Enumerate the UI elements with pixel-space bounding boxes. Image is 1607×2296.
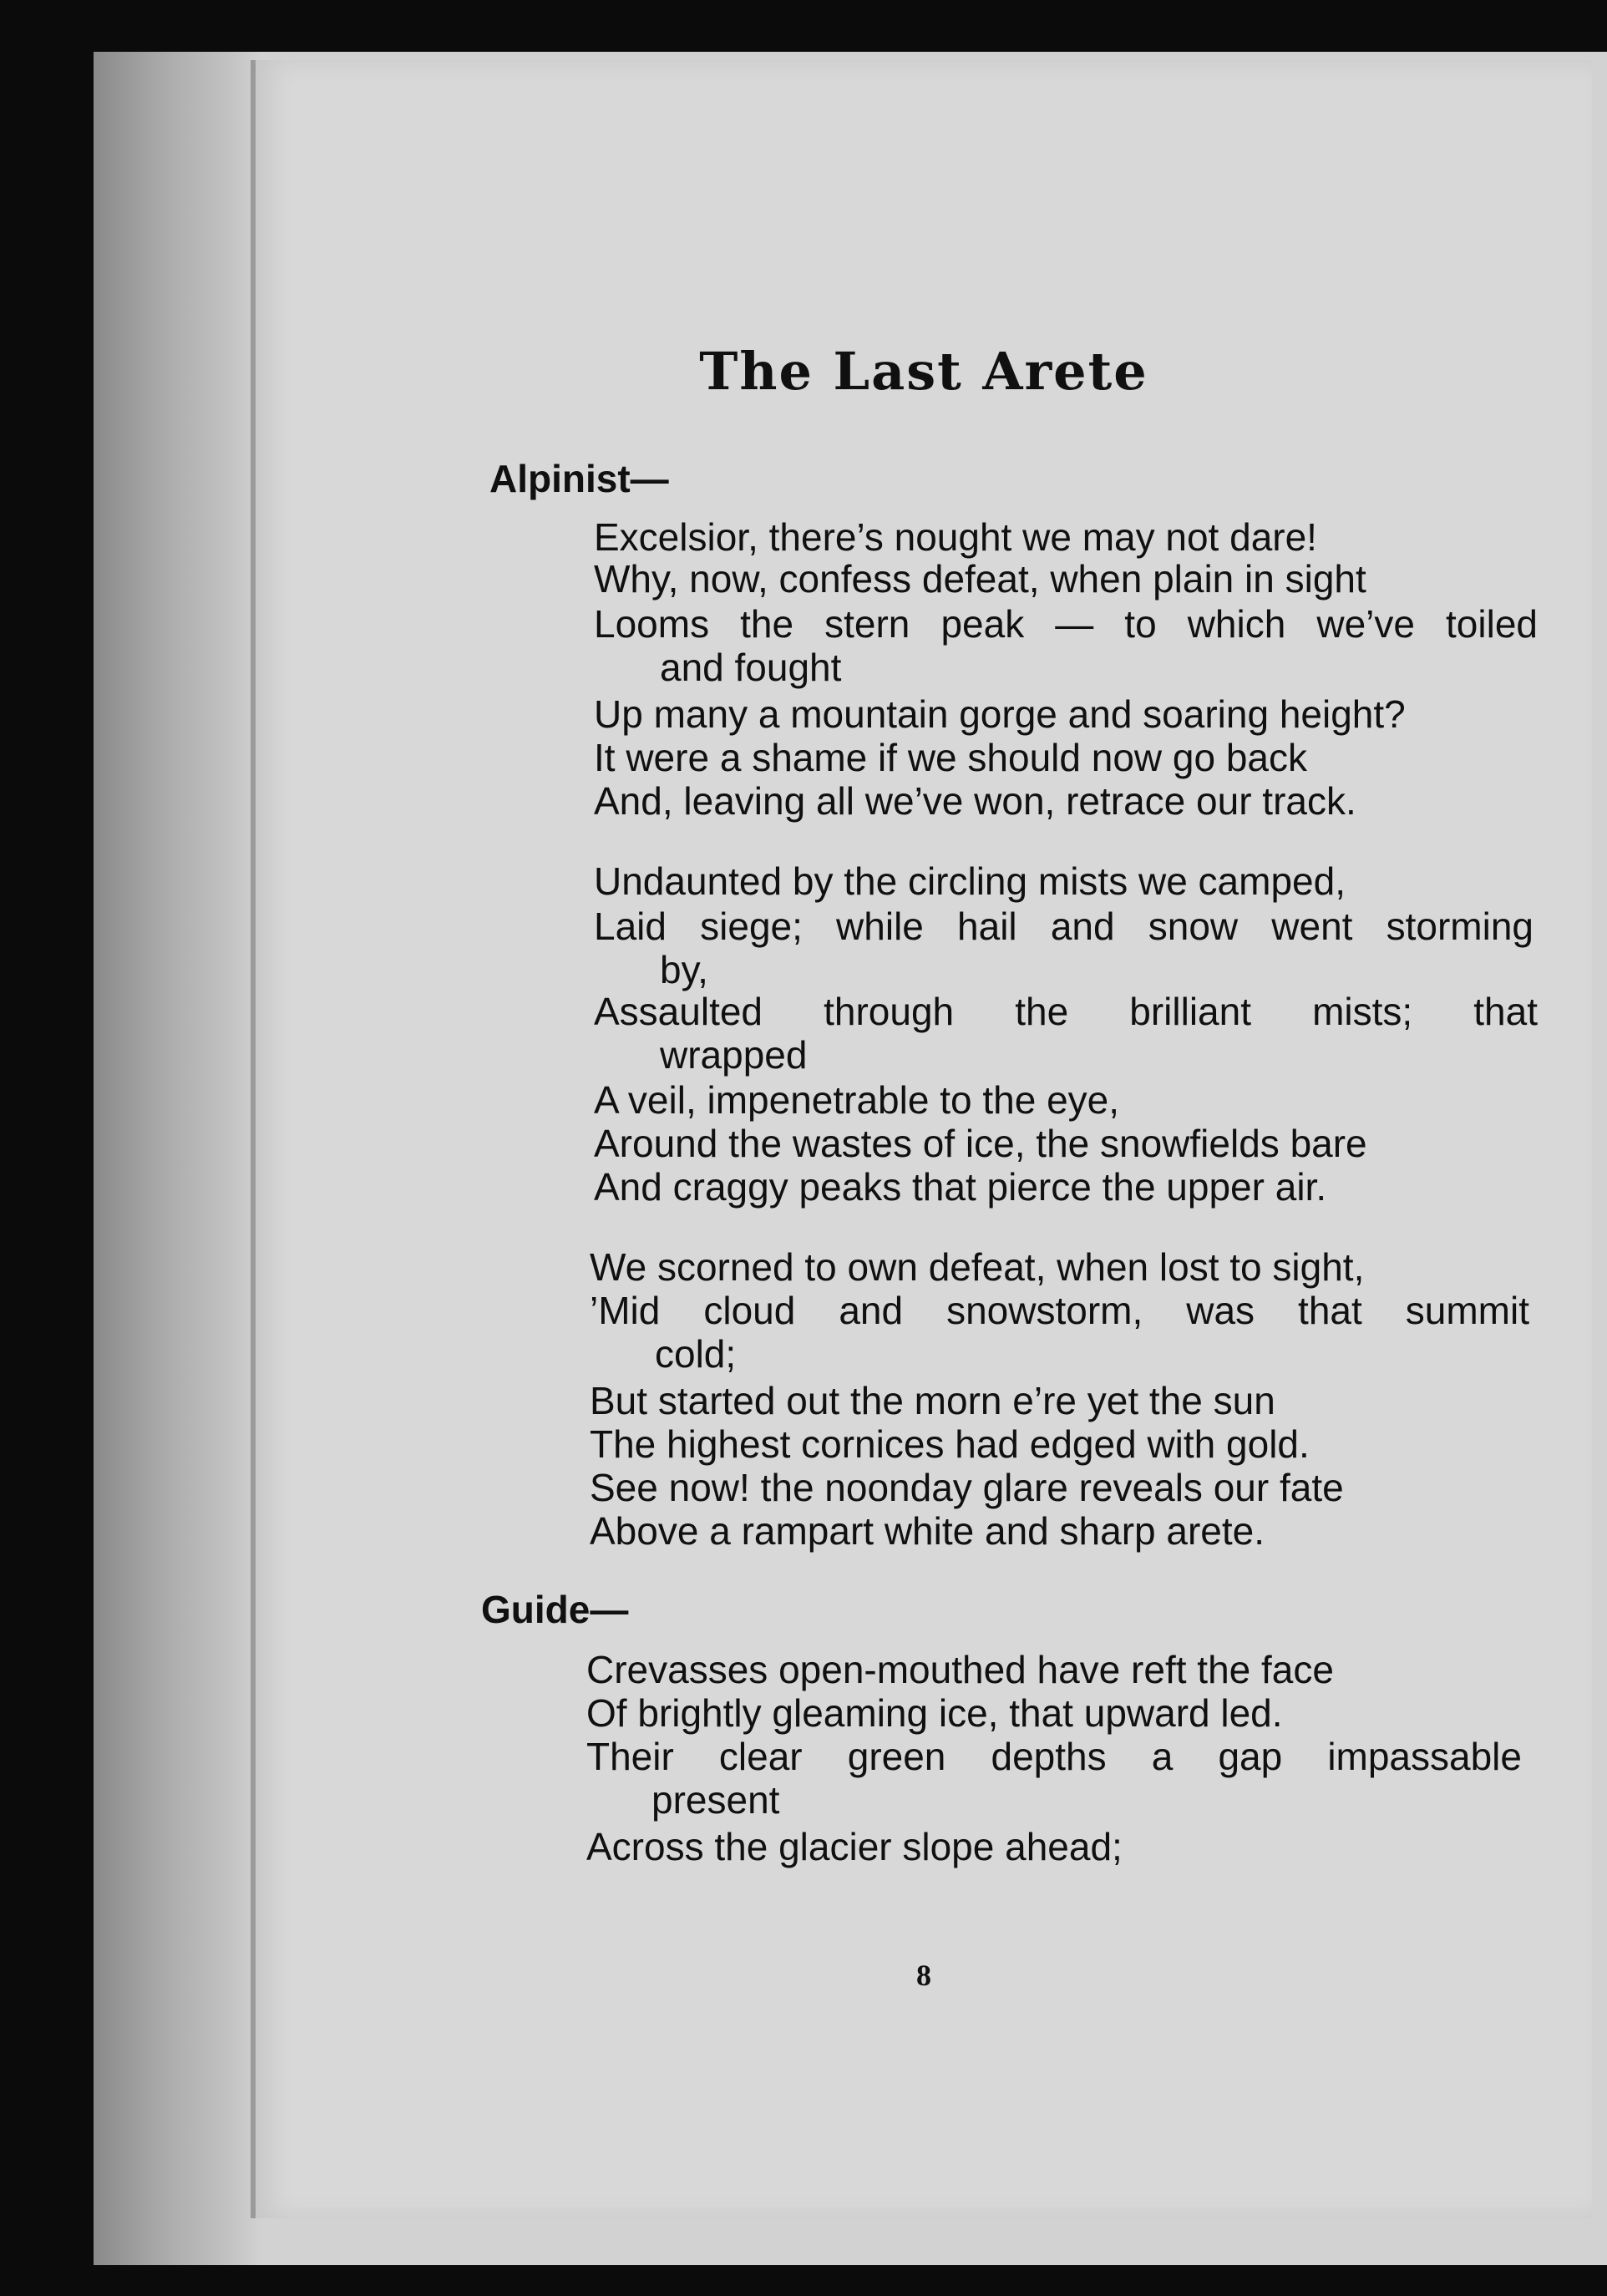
poem-line: Undaunted by the circling mists we camped,: [594, 859, 1346, 903]
poem-line: It were a shame if we should now go back: [594, 736, 1308, 779]
poem-line: Above a rampart white and sharp arete.: [590, 1509, 1265, 1553]
poem-line: See now! the noonday glare reveals our fate: [590, 1466, 1344, 1509]
speaker-label-alpinist: Alpinist—: [489, 457, 669, 500]
poem-line: Up many a mountain gorge and soaring height?: [594, 692, 1406, 736]
poem-line: Why, now, confess defeat, when plain in sight: [594, 557, 1366, 601]
speaker-label-guide: Guide—: [481, 1588, 629, 1631]
poem-line: Excelsior, there’s nought we may not dare!: [594, 515, 1317, 559]
poem-line: Of brightly gleaming ice, that upward led.: [586, 1691, 1283, 1735]
poem-line: Crevasses open-mouthed have reft the face: [586, 1648, 1334, 1691]
poem-line: And craggy peaks that pierce the upper air.: [594, 1165, 1327, 1209]
book-page: [251, 60, 1592, 2218]
page-number: 8: [916, 1959, 931, 1992]
poem-title: The Last Arete: [699, 341, 1148, 402]
poem-line: ’Mid cloud and snowstorm, was that summit: [590, 1289, 1529, 1332]
poem-line-continuation: cold;: [655, 1332, 737, 1376]
poem-line: But started out the morn e’re yet the sun: [590, 1379, 1275, 1422]
poem-line: Laid siege; while hail and snow went storming: [594, 905, 1533, 948]
poem-line: Their clear green depths a gap impassable: [586, 1735, 1522, 1778]
poem-line: And, leaving all we’ve won, retrace our track.: [594, 779, 1356, 823]
poem-line-continuation: wrapped: [660, 1033, 808, 1077]
poem-line-continuation: by,: [660, 948, 708, 991]
poem-line: Looms the stern peak — to which we’ve toiled: [594, 602, 1538, 646]
poem-line: A veil, impenetrable to the eye,: [594, 1078, 1120, 1122]
poem-line: Across the glacier slope ahead;: [586, 1825, 1123, 1868]
poem-line-continuation: present: [651, 1778, 780, 1822]
poem-line-continuation: and fought: [660, 646, 842, 689]
poem-line: Around the wastes of ice, the snowfields bare: [594, 1122, 1367, 1165]
poem-line: The highest cornices had edged with gold.: [590, 1422, 1310, 1466]
poem-line: We scorned to own defeat, when lost to sight,: [590, 1245, 1365, 1289]
poem-line: Assaulted through the brilliant mists; that: [594, 990, 1538, 1033]
